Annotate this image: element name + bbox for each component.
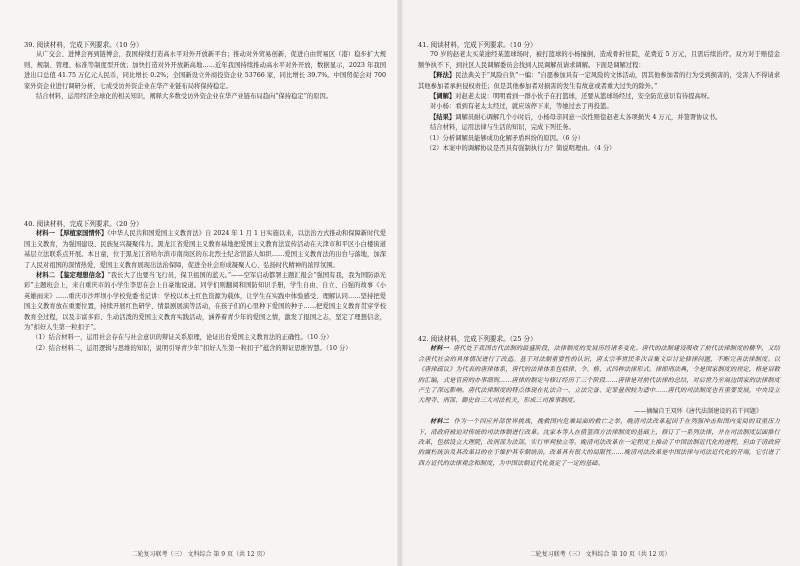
material-1-source: ——摘编自王双怀《唐代法制建设的若干问题》 — [634, 407, 762, 415]
question-40-material-2 — [24, 271, 386, 333]
mediation-text: 对赵老太说：明明看到一群小伙子在打篮球，还要从篮球场经过，安全防范意识有待提高呀。 — [455, 93, 714, 101]
binding-gutter — [397, 0, 403, 566]
question-41-prompt: 结合材料，运用法律与生活的知识，完成下列任务。 — [430, 124, 575, 132]
question-42-material-1 — [418, 344, 780, 406]
question-41 — [418, 40, 780, 154]
question-41-mediation — [418, 92, 780, 102]
question-41-task-1: （1）分析调解员能够成功化解矛盾纠纷的原因。（6 分） — [426, 134, 584, 142]
material-1-label: 材料一 — [430, 345, 449, 353]
result-text: 调解员耐心调解几个小时后，小杨母亲同意一次性赔偿赵老太各项损失 4 万元，并签署协议书。 — [455, 113, 722, 121]
question-42 — [418, 334, 780, 469]
question-41-to-youth: 对小杨：看到有老太太经过，就应该停下来，等她过去了再投篮。 — [430, 103, 613, 111]
material-2-text: “我长大了也要当飞行员，保卫祖国的蓝天。”——空军启动都署主题汇报会“强国有我，我为国防添光彩”主题班会上，来自重庆市的小学生李思在会上自豪地说道。同学们则翻阅和国防知识手册，学生自由、自立、自强的故事《小英雄雨来》……重庆市沙坪坝小学校党委书记讲：学校以本土红色资源为载体，让学生在实践中体验感受、理解认同……坚持把爱国主义教育放在重要位置，持续开展红色研学、情景剧展演等活动，在孩子们的心里种下爱国的种子……把爱国主义教育贯穿学校教育全过程，以及丰富多彩、生动活泼的爱国主义教育实践活动，涵养着青少年的爱国之情，激发了报国之志，坚定了理想信念，为“扣好人生第一粒扣子”。 — [24, 272, 387, 332]
mediation-label: 【调解】 — [430, 93, 456, 101]
question-40-task-1: （1）结合材料一，运用社会存在与社会意识的辩证关系原理，论证出台爱国主义教育法的正确性。（10 分） — [32, 334, 333, 342]
material-2-title: 【鉴定理想信念】 — [57, 272, 108, 280]
question-41-law — [418, 71, 780, 92]
page-10-footer: 二轮复习联考（三） 文科综合 第 10 页（共 12 页） — [529, 550, 671, 558]
question-39-task: 结合材料，运用经济全球化的相关知识，阐释大多数受访外资企业在华产业链布局趋向“保持稳定”的原因。 — [36, 93, 333, 101]
result-label: 【结果】 — [430, 113, 456, 121]
material-2-text: 作为一个四应外部世界挑战，挽救国内危难局面的救亡之举，晚清司法改革起因于在列强冲击和国内变局的双重压力下，清政府被迫对传统的司法体制进行改革。沈家本等人在借鉴西方法律制度的基础上，修订了一系列法律，并在司法制度层面推行改革，包括设立大理院，改刑部为法部，实行审判独立等。晚清司法改革在一定程度上推动了中国法制近代化的进程，但由于清政府的腐朽统治及其改革目的在于维护其专制统治，改革具有很大的局限性……晚清司法改革是中国法律与司法近代化的开端，它引进了西方近代的法律观念和制度，为中国法制近代化奠定了一定的基础。 — [418, 418, 780, 467]
question-40-task-2: （2）结合材料二，运用逻辑与思维的知识，说明引导青少年“扣好人生第一粒扣子”蕴含的辩证思维智慧。（10 分） — [32, 344, 352, 352]
material-1-title: 【厚植家国情怀】 — [56, 230, 108, 238]
question-39-heading: 39. 阅读材料，完成下列要求。（10 分） — [24, 41, 143, 49]
question-42-heading: 42. 阅读材料，完成下列要求。（25 分） — [418, 335, 537, 343]
question-40-heading: 40. 阅读材料，完成下列要求。（20 分） — [24, 220, 143, 228]
material-2-label: 材料二 — [430, 418, 450, 426]
question-41-task-2: （2）本案中的调解协议是否具有强制执行力？简说明理由。（4 分） — [426, 145, 616, 153]
question-42-material-2 — [418, 417, 780, 469]
material-1-text: 《中华人民共和国爱国主义教育法》自 2024 年 1 月 1 日实施以来，以法治方式推动和保障新时代爱国主义教育，为强国建设、民族复兴凝聚伟力。黑龙江省爱国主义教育基地把爱国主义教育法宣传活动在天津市和平区小白楼街道基层立法联系点开展。本日童，位于黑龙江省哈尔滨市南岗区的东北烈士纪念馆游人如织……爱国主义教育法的出台与落地，加深了人民对祖国的深情热爱，爱国主义教育展现出法治保障，促进全社会形成凝聚人心、弘扬时代精神的浓厚氛围。 — [24, 230, 387, 269]
question-39-material: 从广交会、进博会再到链博会，我国持续打造高水平对外开放新平台；推动对外贸易创新，促进自由贸易区（港）稳步扩大规则、规制、管理、标准等制度型开放；加快打造对外开放新高地……近年我国持续推动高水平对外开放，数据显示，2023 年我国进出口总值 41.75 万亿元人民币，同比增长 0.2%；全国新设立外商投资企业 53766 家，同比增长 39.7%。中国贸促会对 700 家外资企业进行调研分析，七成受访外资企业在华产业链布局将保持稳定。 — [24, 51, 386, 90]
question-40 — [24, 219, 386, 354]
page-9-footer: 二轮复习联考（三） 文科综合 第 9 页（共 12 页） — [131, 550, 269, 558]
question-41-result — [418, 113, 780, 123]
material-2-label: 材料二 — [36, 272, 55, 280]
question-41-heading: 41. 阅读材料，完成下列要求。（10 分） — [418, 41, 537, 49]
question-40-material-1 — [24, 229, 386, 271]
material-1-text: 唐代处于我国古代法制的最盛阶段，法律制度的发展历经诸多变化。唐代的法制建设吸收了前代法律制度的精华，又结合唐代社会的具体情况进行了改造。基于对法制重要性的认识，唐太宗李世民多次召集文臣讨论修律问题，不断完善法律制度。以《唐律疏议》为代表的唐律体系，唐代的法律体系包括律、令、格、式四种法律形式。律即刑法典，令是国家制度的规定，格是诏敕的汇编，式是官府的办事细则……唐律的制定与修订经历了三个阶段……唐律是对前代法律的总结，对后世乃至周边国家的法律制度产生了深远影响。唐代法律制度的特点体现在礼法合一、立法完备、定罪量刑较为适中……唐代的司法制度也有重要发展，中央设立大理寺、刑部、御史台三大司法机关，形成三司推事制度。 — [418, 345, 780, 405]
law-label: 【释法】 — [430, 72, 456, 80]
material-1-label: 材料一 — [36, 230, 55, 238]
law-text: 民法典关于“风险自负”一编：“自愿参加具有一定风险的文体活动，因其他参加者的行为受到损害的，受害人不得请求其他参加者承担侵权责任；但是其他参加者对损害的发生有故意或者重大过失的除外。” — [418, 72, 780, 90]
question-41-intro: 70 岁的赵老太买菜途经某篮球场时，被打篮球的小杨撞倒，造成骨折住院，花费近 5 万元，且需后续治疗。双方对于赔偿金额争执不下，到社区人民调解委员会找到人民调解员请求调解。下面是调解过程： — [418, 51, 780, 69]
question-39 — [24, 40, 386, 102]
exam-page-10 — [400, 0, 800, 566]
